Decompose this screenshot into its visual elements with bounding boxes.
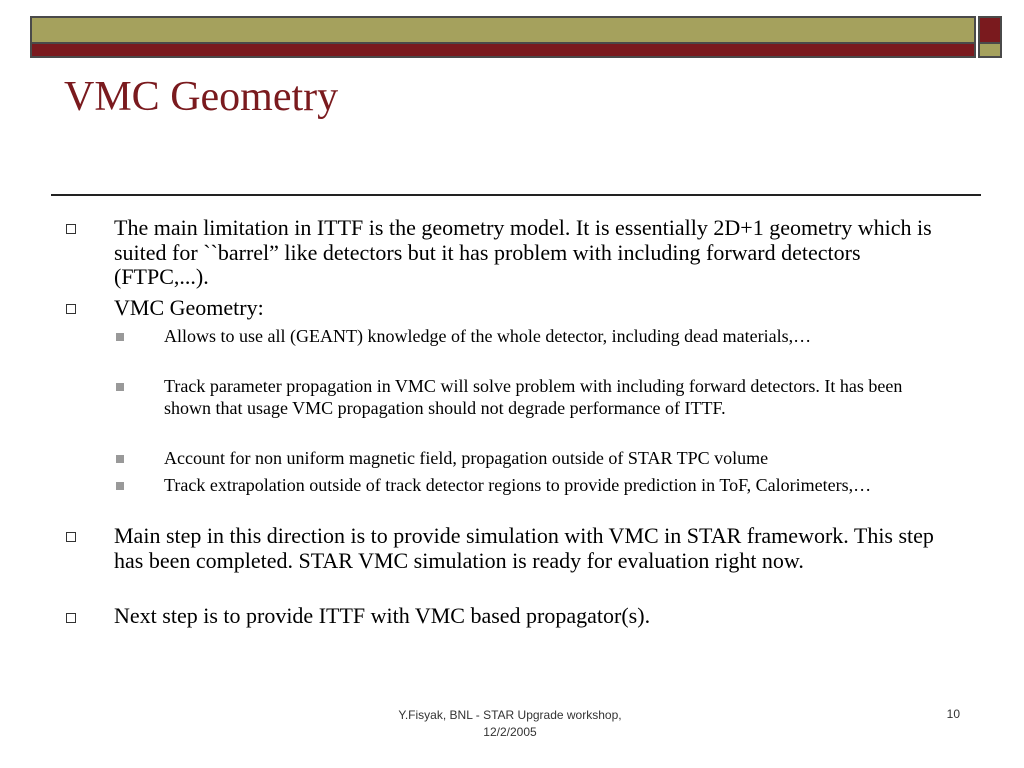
bullet-text: Next step is to provide ITTF with VMC based propagator(s). [114, 603, 651, 628]
filled-square-bullet-icon [116, 455, 124, 463]
corner-square-red [978, 16, 1002, 42]
bullet-text: Main step in this direction is to provide simulation with VMC in STAR framework. This step has been completed. STAR VMC simulation is ready for evaluation right now. [114, 523, 934, 573]
footer-author: Y.Fisyak, BNL - STAR Upgrade workshop, [398, 708, 622, 722]
sub-bullet-text: Track extrapolation outside of track detector regions to provide prediction in ToF, Calorimeters,… [164, 475, 872, 495]
title-divider [51, 194, 981, 196]
header-band [30, 16, 976, 58]
bullet-text: VMC Geometry: [114, 295, 264, 320]
hollow-square-bullet-icon [66, 224, 76, 234]
header-band-olive-stripe [32, 18, 974, 44]
sub-bullet-text: Allows to use all (GEANT) knowledge of the whole detector, including dead materials,… [164, 326, 812, 346]
bullet-text: The main limitation in ITTF is the geometry model. It is essentially 2D+1 geometry which is suited for ``barrel” like detectors but it has problem with including forward detectors (FTPC,...). [114, 215, 932, 289]
hollow-square-bullet-icon [66, 613, 76, 623]
sub-bullet-text: Account for non uniform magnetic field, propagation outside of STAR TPC volume [164, 448, 769, 468]
hollow-square-bullet-icon [66, 304, 76, 314]
sub-bullet-text: Track parameter propagation in VMC will solve problem with including forward detectors. It has been shown that usage VMC propagation should not degrade performance of ITTF. [164, 376, 903, 418]
page-number: 10 [946, 707, 960, 721]
filled-square-bullet-icon [116, 482, 124, 490]
hollow-square-bullet-icon [66, 532, 76, 542]
filled-square-bullet-icon [116, 383, 124, 391]
footer-date: 12/2/2005 [483, 725, 537, 739]
slide-title: VMC Geometry [64, 74, 339, 120]
footer-text [360, 707, 660, 741]
filled-square-bullet-icon [116, 333, 124, 341]
corner-square-olive [978, 42, 1002, 58]
